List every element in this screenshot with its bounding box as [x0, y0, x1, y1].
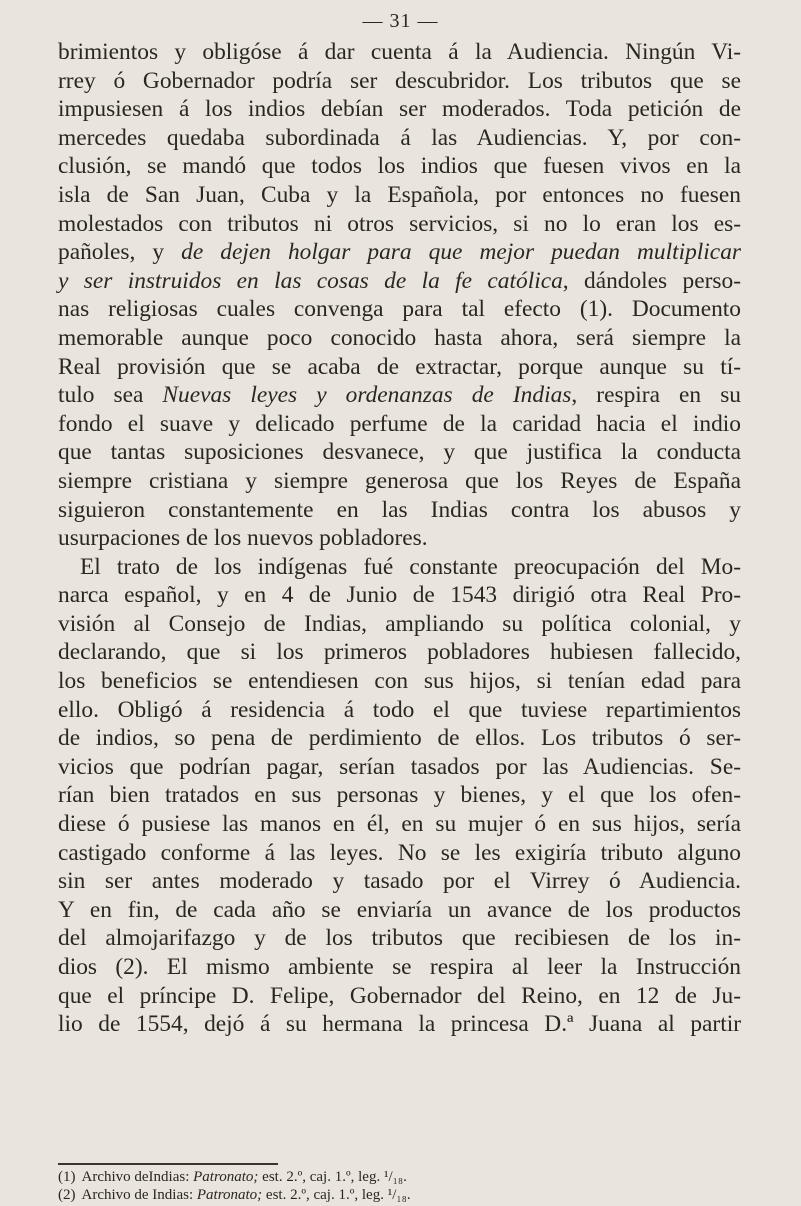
text-line: que el príncipe D. Felipe, Gobernador del Reino, en 12 de Ju-	[58, 982, 741, 1009]
italic-text: Nuevas leyes y ordenanzas de Indias	[162, 382, 572, 409]
text-line: lio de 1554, dejó á su hermana la princesa D.ª Juana al partir	[58, 1011, 741, 1038]
footnote	[58, 1186, 741, 1204]
footnote	[58, 1168, 741, 1186]
text-run: pañoles, y	[58, 239, 182, 266]
text-line: impusiesen á los indios debían ser moderados. Toda petición de	[58, 96, 741, 123]
text-run: , dándoles perso-	[562, 267, 741, 294]
text-line: nas religiosas cuales convenga para tal efecto (1). Documento	[58, 296, 741, 323]
text-line: ello. Obligó á residencia á todo el que tuviese repartimientos	[58, 696, 741, 723]
text-line: de indios, so pena de perdimiento de ellos. Los tributos ó ser-	[58, 725, 741, 752]
footnote-number: (2)	[58, 1187, 76, 1203]
italic-text: Patronato;	[193, 1169, 259, 1185]
text-line: Real provisión que se acaba de extractar, porque aunque su tí-	[58, 353, 741, 380]
text-line: que tantas suposiciones desvanece, y que justifica la conducta	[58, 439, 741, 466]
text-line: rían bien tratados en sus personas y bienes, y el que los ofen-	[58, 782, 741, 809]
text-run: Archivo deIndias:	[81, 1169, 194, 1185]
body-text	[58, 38, 741, 1039]
text-line: clusión, se mandó que todos los indios que fuesen vivos en la	[58, 153, 741, 180]
italic-text: de dejen holgar para que mejor puedan multiplicar	[181, 239, 741, 266]
text-line: brimientos y obligóse á dar cuenta á la Audiencia. Ningún Vi-	[58, 39, 741, 65]
text-line: fondo el suave y delicado perfume de la caridad hacia el indio	[58, 410, 741, 437]
text-line: narca español, y en 4 de Junio de 1543 dirigió otra Real Pro-	[58, 582, 741, 609]
text-line: dios (2). El mismo ambiente se respira al leer la Instrucción	[58, 954, 741, 980]
footnote-number: (1)	[58, 1169, 76, 1185]
text-line	[58, 381, 741, 410]
text-line: del almojarifazgo y de los tributos que recibiesen de los in-	[58, 925, 741, 952]
text-line: molestados con tributos ni otros servicios, si no lo eran los es-	[58, 210, 741, 237]
text-line: vicios que podrían pagar, serían tasados por las Audiencias. Se-	[58, 753, 741, 780]
text-run: est. 2.º, caj. 1.º, leg. ¹/₁₈.	[258, 1169, 407, 1185]
text-line: Y en fin, de cada año se enviaría un avance de los productos	[58, 896, 741, 923]
text-line	[58, 238, 741, 267]
text-line: sin ser antes moderado y tasado por el Virrey ó Audiencia.	[58, 868, 741, 895]
text-line: El trato de los indígenas fué constante preocupación del Mo-	[80, 553, 741, 580]
text-line: los beneficios se entendiesen con sus hijos, si tenían edad para	[58, 668, 741, 695]
text-line: mercedes quedaba subordinada á las Audiencias. Y, por con-	[58, 124, 741, 151]
italic-text: Patronato;	[196, 1187, 263, 1203]
text-line: siguieron constantemente en las Indias contra los abusos y	[58, 496, 741, 523]
text-run: tulo sea	[58, 382, 163, 409]
text-line: diese ó pusiese las manos en él, en su mujer ó en sus hijos, sería	[58, 811, 741, 838]
text-line	[58, 267, 741, 296]
text-line: declarando, que si los primeros pobladores hubiesen fallecido,	[58, 639, 741, 666]
text-line: rrey ó Gobernador podría ser descubridor. Los tributos que se	[58, 67, 741, 94]
text-line: castigado conforme á las leyes. No se les exigiría tributo alguno	[58, 839, 741, 866]
footnotes	[58, 1168, 741, 1204]
text-run: est. 2.º, caj. 1.º, leg. ¹/₁₈.	[262, 1187, 411, 1203]
italic-text: y ser instruidos en las cosas de la fe católica	[58, 267, 563, 294]
page-number: — 31 —	[362, 10, 439, 32]
text-line: usurpaciones de los nuevos pobladores.	[58, 525, 428, 552]
text-run: , respira en su	[571, 382, 741, 409]
text-run: Archivo de Indias:	[81, 1187, 197, 1203]
footnote-divider	[58, 1163, 278, 1165]
text-line: visión al Consejo de Indias, ampliando su política colonial, y	[58, 610, 741, 637]
text-line: siempre cristiana y siempre generosa que los Reyes de España	[58, 467, 741, 494]
text-line: isla de San Juan, Cuba y la Española, por entonces no fuesen	[58, 181, 741, 208]
text-line: memorable aunque poco conocido hasta ahora, será siempre la	[58, 324, 741, 351]
